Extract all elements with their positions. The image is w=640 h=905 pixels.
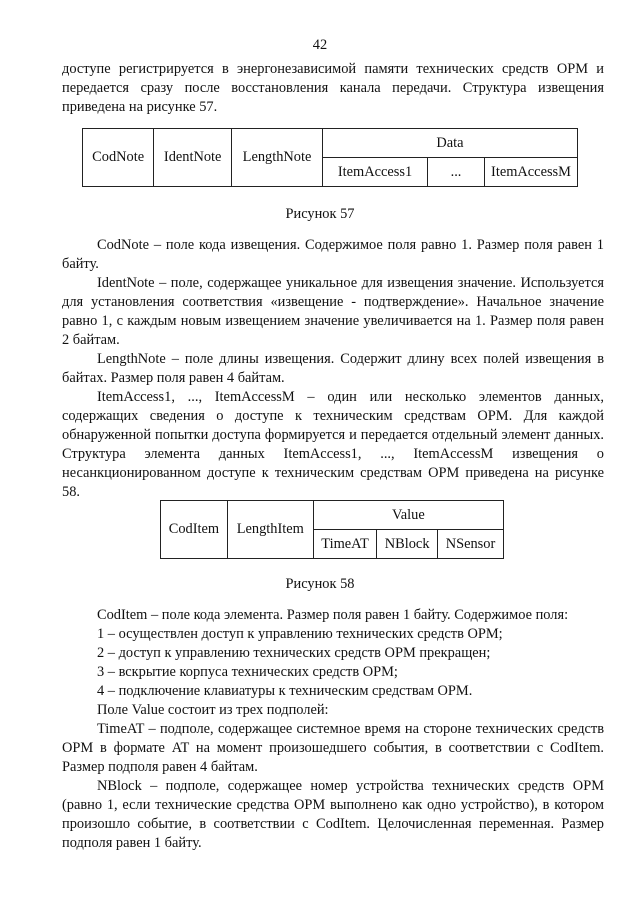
field-cell: CodItem [161,501,228,559]
page-number: 42 [312,37,328,53]
paragraph: TimeAT – подполе, содержащее системное время на стороне технических средств ОРМ в формате AT на момент произошедшего события, в соответствии с CodItem. Размер подполя равен 4 байтам. [62,721,604,775]
intro-text [62,60,604,117]
field-cell: LengthNote [232,129,323,187]
paragraph: доступе регистрируется в энергонезависимой памяти технических средств ОРМ и передается сразу после восстановления канала передачи. Структура извещения приведена на рисунке 57. [62,61,604,115]
paragraph: Поле Value состоит из трех подполей: [97,702,329,718]
paragraph: CodNote – поле кода извещения. Содержимое поля равно 1. Размер поля равен 1 байту. [62,237,604,272]
subfield-cell: ItemAccess1 [323,158,428,187]
section-2-text [62,606,604,853]
list-item: 2 – доступ к управлению технических средств ОРМ прекращен; [97,645,491,661]
field-cell: IdentNote [154,129,232,187]
paragraph: NBlock – подполе, содержащее номер устройства технических средств ОРМ (равно 1, если технические средства ОРМ выполнено как одно устройство), в котором произошло событие, в соответствии с CodItem. Целочисленная переменная. Размер подполя равен 1 байту. [62,778,604,851]
figure-58-table [160,500,504,559]
figure-caption: Рисунок 58 [285,576,355,592]
subfield-cell: NBlock [377,530,438,559]
subfield-cell: NSensor [437,530,503,559]
list-item: 1 – осуществлен доступ к управлению технических средств ОРМ; [97,626,503,642]
paragraph: LengthNote – поле длины извещения. Содержит длину всех полей извещения в байтах. Размер поля равен 4 байтам. [62,351,604,386]
field-cell: CodNote [83,129,154,187]
paragraph: CodItem – поле кода элемента. Размер поля равен 1 байту. Содержимое поля: [97,607,569,623]
list-item: 4 – подключение клавиатуры к техническим средствам ОРМ. [97,683,473,699]
subfield-cell: TimeAT [313,530,377,559]
paragraph: IdentNote – поле, содержащее уникальное для извещения значение. Используется для установления соответствия «извещение - подтверждение». Начальное значение равно 1, с каждым новым извещением значение увеличивается на 1. Размер поля равен 2 байтам. [62,275,604,348]
list-item: 3 – вскрытие корпуса технических средств ОРМ; [97,664,398,680]
figure-caption: Рисунок 57 [285,206,355,222]
figure-57-table [82,128,578,187]
group-header-cell: Value [313,501,503,530]
group-header-cell: Data [323,129,578,158]
paragraph: ItemAccess1, ..., ItemAccessM – один или несколько элементов данных, содержащих сведения о доступе к техническим средствам ОРМ. Для каждой обнаруженной попытки доступа формируется и передается отдельный элемент данных. Структура элемента данных ItemAccess1, ..., ItemAccessM извещения о несанкционированном доступе к техническим средствам ОРМ приведена на рисунке 58. [62,389,604,500]
subfield-cell: ... [428,158,485,187]
field-cell: LengthItem [227,501,313,559]
subfield-cell: ItemAccessM [485,158,578,187]
section-1-text [62,236,604,502]
